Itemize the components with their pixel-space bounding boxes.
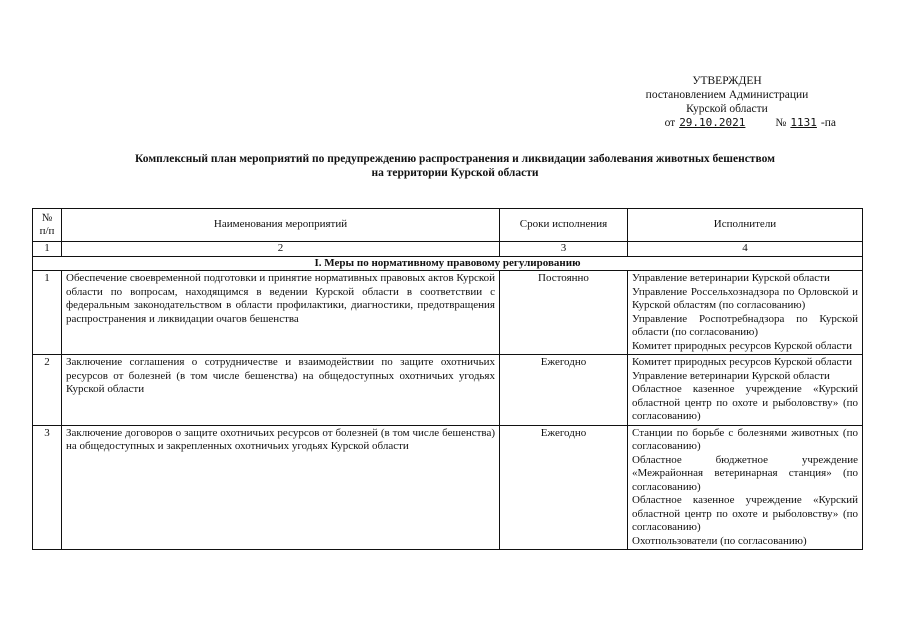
executor: Управление Россельхознадзора по Орловской и Курской областям (по согласованию) [632, 285, 858, 311]
executors-cell [628, 355, 863, 426]
executors-cell [628, 271, 863, 355]
table-header-row [33, 209, 863, 242]
column-number: 1 [33, 242, 62, 257]
table-row [33, 355, 863, 426]
approval-date-number-line [612, 116, 842, 130]
executor: Комитет природных ресурсов Курской области [632, 339, 853, 352]
header-number: № п/п [33, 209, 62, 242]
document-title-line-2: на территории Курской области [371, 167, 539, 179]
header-deadline: Сроки исполнения [500, 209, 628, 242]
deadline: Постоянно [500, 271, 628, 355]
column-number-row [33, 242, 863, 257]
row-number: 2 [33, 355, 62, 426]
header-measure-name: Наименования мероприятий [62, 209, 500, 242]
document-title [60, 152, 850, 180]
executor: Областное бюджетное учреждение «Межрайонная ветеринарная станция» (по согласованию) [632, 453, 858, 493]
section-title: I. Меры по нормативному правовому регулированию [33, 256, 863, 271]
executor: Управление ветеринарии Курской области [632, 272, 830, 284]
deadline: Ежегодно [500, 355, 628, 426]
column-number: 2 [62, 242, 500, 257]
measure-name: Заключение договоров о защите охотничьих ресурсов от болезней (в том числе бешенства) на общедоступных и закрепленных охотничьих угодьях Курской области [62, 425, 500, 550]
header-executors: Исполнители [628, 209, 863, 242]
executor: Управление ветеринарии Курской области [632, 369, 830, 382]
table-row [33, 425, 863, 550]
approval-region-line: Курской области [686, 103, 768, 115]
executor: Областное казенное учреждение «Курский областной центр по охоте и рыболовству» (по согласованию) [632, 494, 858, 533]
column-number: 4 [628, 242, 863, 257]
measure-name: Обеспечение своевременной подготовки и принятие нормативных правовых актов Курской области по вопросам, находящимся в ведении Курской области в соответствии с федеральным законодательством в области профилактики, диагностики, предотвращения распространения и ликвидации очагов бешенства [62, 271, 500, 355]
executor: Областное казенное учреждение «Курский областной центр по охоте и рыболовству» (по согласованию) [632, 383, 858, 422]
approval-date: 29.10.2021 [679, 116, 746, 129]
executor: Управление Роспотребнадзора по Курской области (по согласованию) [632, 312, 858, 338]
executor: Станции по борьбе с болезнями животных (по согласованию) [632, 426, 858, 452]
document-title-line-1: Комплексный план мероприятий по предупреждению распространения и ликвидации заболевания животных бешенством [135, 153, 775, 165]
deadline: Ежегодно [500, 425, 628, 550]
row-number: 3 [33, 425, 62, 550]
executor: Комитет природных ресурсов Курской области [632, 356, 853, 368]
number-prefix: № [775, 117, 787, 129]
column-number: 3 [500, 242, 628, 257]
measure-name: Заключение соглашения о сотрудничестве и взаимодействии по защите охотничьих ресурсов от болезней (в том числе бешенства) на общедоступных охотничьих угодьях Курской области [62, 355, 500, 426]
approval-stamp [612, 74, 842, 130]
approval-heading: УТВЕРЖДЕН [692, 75, 762, 87]
executors-cell [628, 425, 863, 550]
measures-table [32, 208, 863, 550]
section-row [33, 256, 863, 271]
table-row [33, 271, 863, 355]
row-number: 1 [33, 271, 62, 355]
number-suffix: -па [820, 117, 836, 129]
approval-by-line: постановлением Администрации [645, 89, 809, 101]
approval-number: 1131 [790, 116, 817, 129]
executor: Охотпользователи (по согласованию) [632, 534, 807, 547]
date-prefix: от [664, 117, 676, 129]
